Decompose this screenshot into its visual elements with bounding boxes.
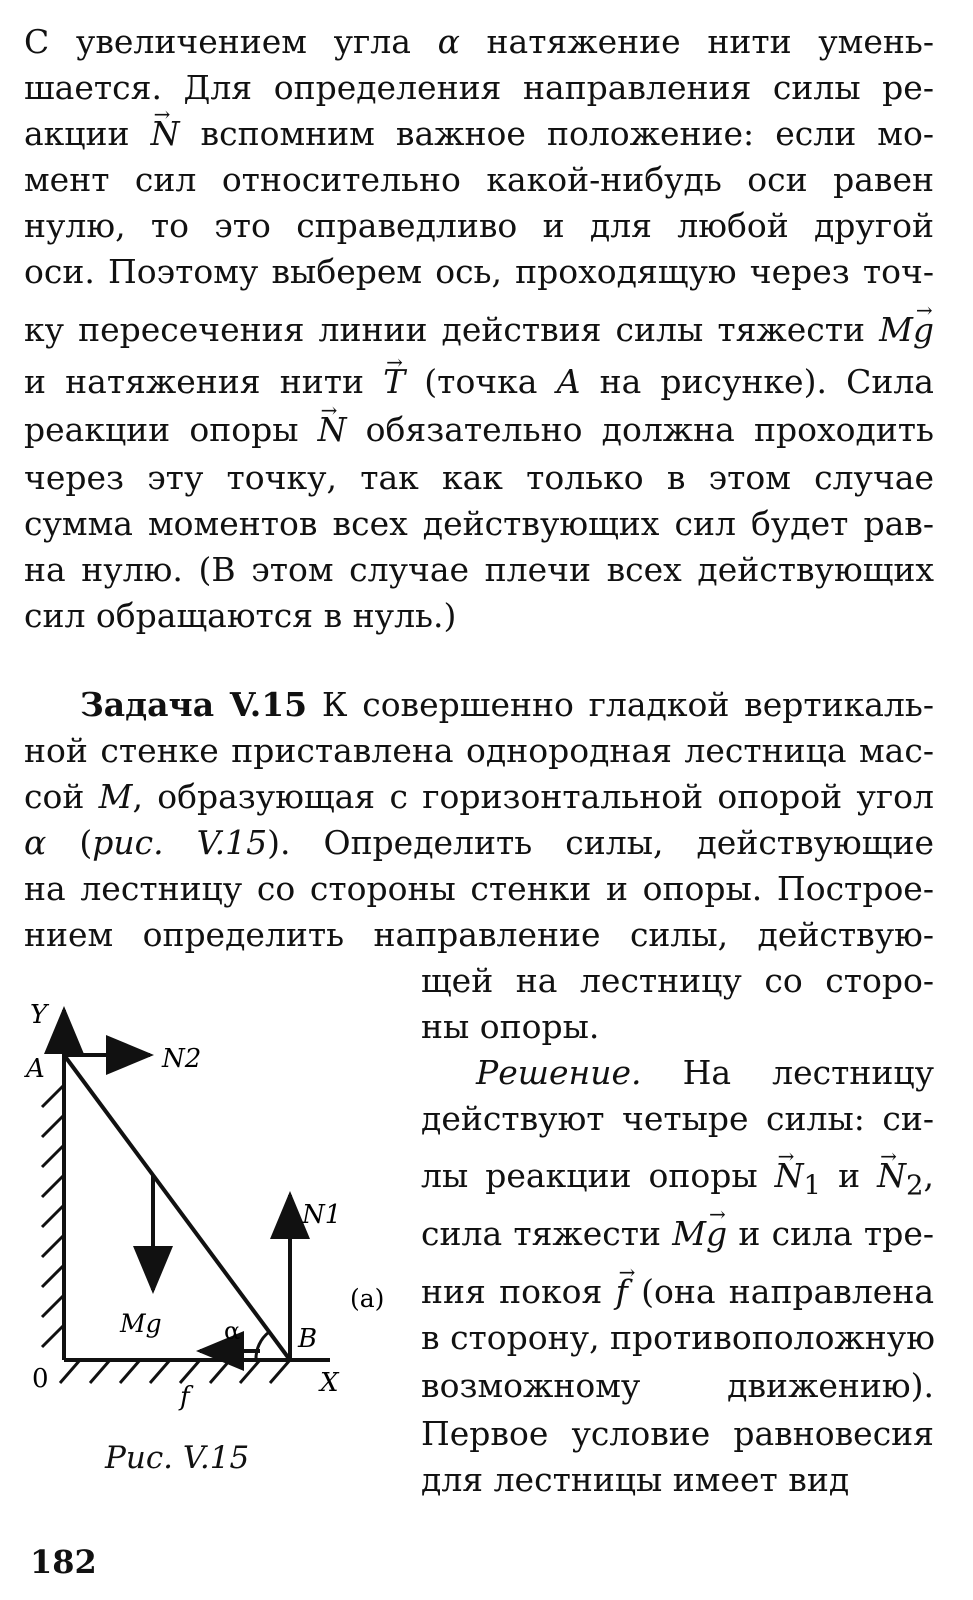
angle-label: α: [224, 1317, 241, 1345]
text-line: акции → N вспомним важное положение: если мо-: [24, 112, 934, 156]
n1-label: N1: [302, 1200, 342, 1230]
problem-line: α (рис. V.15). Определить силы, действующие: [24, 823, 934, 862]
problem-line: ной стенке приставлена однородная лестница мас-: [24, 731, 934, 770]
figure-caption: Рис. V.15: [105, 1440, 250, 1476]
weight-label: Mg: [120, 1309, 162, 1338]
text-line: С увеличением угла α натяжение нити умень-: [24, 22, 934, 61]
text-line: реакции опоры → N обязательно должна проходить: [24, 408, 934, 452]
solution-line: в сторону, противоположную: [421, 1318, 935, 1357]
point-a-label: A: [26, 1054, 45, 1084]
solution-line: лы реакции опоры → $N_1$ $и \to N_2$,: [421, 1154, 934, 1198]
problem-line: щей на лестницу со сторо-: [421, 961, 934, 1000]
text-line: нулю, то это справедливо и для любой другой: [24, 206, 934, 245]
friction-label: f: [180, 1382, 190, 1412]
problem-line: на лестницу со стороны стенки и опоры. Построе-: [24, 869, 934, 908]
solution-line: Решение. На лестницу: [476, 1053, 934, 1092]
y-axis-label: Y: [30, 1000, 48, 1030]
solution-line: Первое условие равновесия: [421, 1414, 934, 1453]
panel-label: (a): [350, 1284, 385, 1313]
text-line: шается. Для определения направления силы ре-: [24, 68, 934, 107]
text-line: оси. Поэтому выберем ось, проходящую через точ-: [24, 252, 934, 291]
text-line: сил обращаются в нуль.): [24, 596, 457, 635]
problem-heading: Задача V.15: [80, 685, 308, 724]
solution-line: действуют четыре силы: си-: [421, 1099, 934, 1138]
problem-line: нием определить направление силы, действую-: [24, 915, 934, 954]
solution-label: Решение.: [476, 1053, 642, 1092]
solution-line: для лестницы имеет вид: [421, 1460, 850, 1499]
n2-label: N2: [162, 1044, 202, 1074]
text-line: мент сил относительно какой-нибудь оси равен: [24, 160, 934, 199]
angle-arc: [256, 1332, 269, 1360]
solution-line: сила тяжести M→ g и сила тре-: [421, 1212, 934, 1256]
problem-line: ны опоры.: [421, 1007, 600, 1046]
wall-hatching: [42, 1085, 64, 1347]
problem-line: Задача V.15 К совершенно гладкой вертикаль-: [80, 685, 934, 724]
ladder-line: [64, 1055, 290, 1360]
text-line: через эту точку, так как только в этом случае: [24, 458, 934, 497]
text-line: на нулю. (В этом случае плечи всех действующих: [24, 550, 934, 589]
solution-line: ния покоя → f (она направлена: [421, 1270, 934, 1314]
solution-line: возможному движению).: [421, 1366, 934, 1405]
figure-ladder-diagram: [20, 995, 400, 1435]
text-line: ку пересечения линии действия силы тяжести M→ g: [24, 308, 934, 352]
x-axis-label: X: [320, 1368, 339, 1398]
text-line: сумма моментов всех действующих сил будет рав-: [24, 504, 934, 543]
point-b-label: B: [298, 1324, 318, 1354]
page-number: 182: [30, 1543, 97, 1581]
problem-line: сой M, образующая с горизонтальной опорой угол: [24, 777, 934, 816]
origin-label: 0: [32, 1364, 49, 1394]
text-line: и натяжения нити → T (точка A на рисунке). Сила: [24, 360, 934, 404]
floor-hatching: [60, 1360, 290, 1383]
